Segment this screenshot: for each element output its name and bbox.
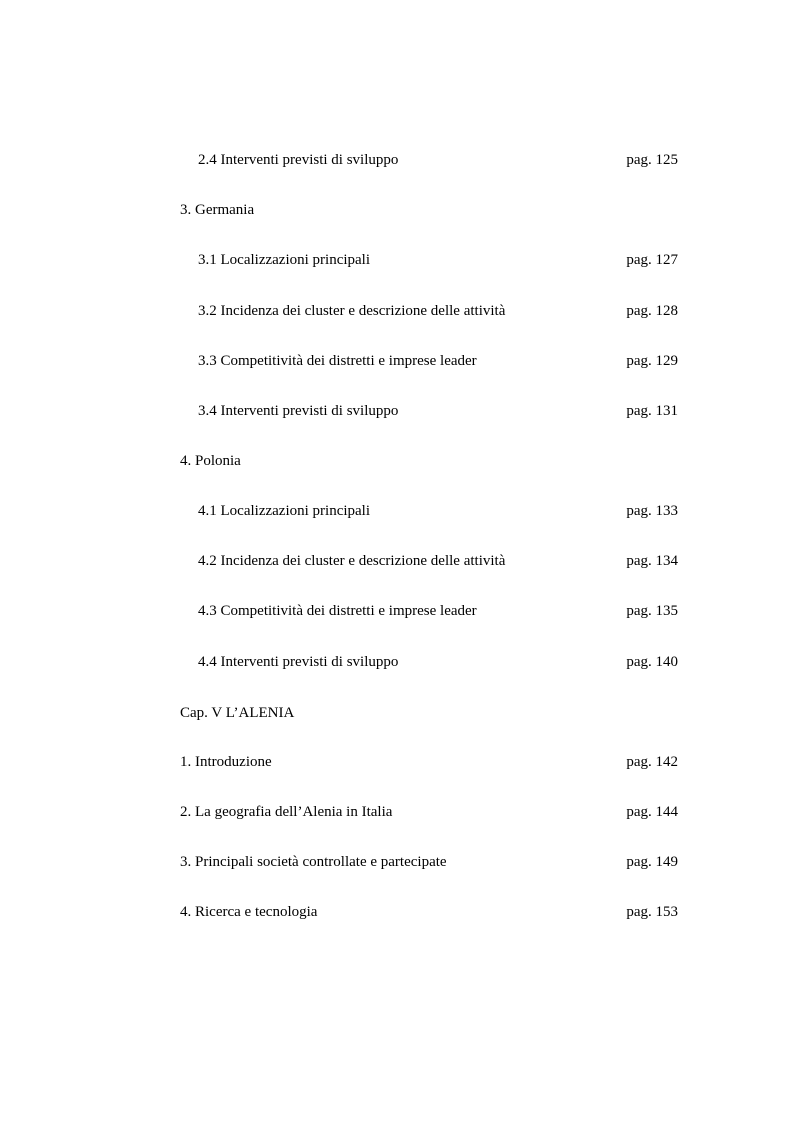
toc-entry	[0, 351, 793, 371]
toc-chapter-heading	[0, 703, 793, 723]
toc-entry-page: pag. 149	[626, 854, 678, 870]
toc-entry-label: 4.2 Incidenza dei cluster e descrizione delle attività	[198, 553, 506, 569]
toc-entry-label: 4.1 Localizzazioni principali	[198, 503, 371, 519]
toc-entry-label: 3.1 Localizzazioni principali	[198, 252, 371, 268]
toc-entry-label: 3. Germania	[180, 202, 255, 218]
toc-entry-label: 4.4 Interventi previsti di sviluppo	[198, 654, 399, 670]
toc-entry	[0, 401, 793, 421]
toc-entry-page: pag. 131	[626, 403, 678, 419]
toc-entry	[0, 501, 793, 521]
toc-entry-label: 4.3 Competitività dei distretti e imprese leader	[198, 603, 477, 619]
toc-entry-label: 2. La geografia dell’Alenia in Italia	[180, 804, 393, 820]
toc-entry	[0, 150, 793, 170]
toc-entry-label: 2.4 Interventi previsti di sviluppo	[198, 152, 399, 168]
toc-entry	[0, 250, 793, 270]
toc-entry	[0, 902, 793, 922]
toc-entry-label: 3.3 Competitività dei distretti e imprese leader	[198, 353, 477, 369]
toc-entry-label: 3. Principali società controllate e partecipate	[180, 854, 447, 870]
toc-entry-page: pag. 127	[626, 252, 678, 268]
toc-entry-page: pag. 142	[626, 754, 678, 770]
toc-entry-page: pag. 125	[626, 152, 678, 168]
toc-entry	[0, 601, 793, 621]
toc-section-heading	[0, 200, 793, 220]
toc-entry	[0, 301, 793, 321]
toc-entry-page: pag. 144	[626, 804, 678, 820]
toc-entry-page: pag. 134	[626, 553, 678, 569]
toc-entry-page: pag. 135	[626, 603, 678, 619]
toc-entry-page: pag. 129	[626, 353, 678, 369]
toc-entry-label: Cap. V L’ALENIA	[180, 705, 295, 721]
toc-entry-label: 3.2 Incidenza dei cluster e descrizione delle attività	[198, 303, 506, 319]
toc-entry-label: 4. Polonia	[180, 453, 241, 469]
toc-entry-page: pag. 128	[626, 303, 678, 319]
toc-entry-label: 1. Introduzione	[180, 754, 272, 770]
toc-entry-label: 3.4 Interventi previsti di sviluppo	[198, 403, 399, 419]
toc-entry-page: pag. 133	[626, 503, 678, 519]
toc-entry	[0, 852, 793, 872]
toc-entry	[0, 802, 793, 822]
toc-entry-page: pag. 140	[626, 654, 678, 670]
toc-entry	[0, 652, 793, 672]
toc-entry	[0, 551, 793, 571]
toc-entry-label: 4. Ricerca e tecnologia	[180, 904, 318, 920]
toc-section-heading	[0, 451, 793, 471]
toc-entry-page: pag. 153	[626, 904, 678, 920]
toc-entry	[0, 752, 793, 772]
